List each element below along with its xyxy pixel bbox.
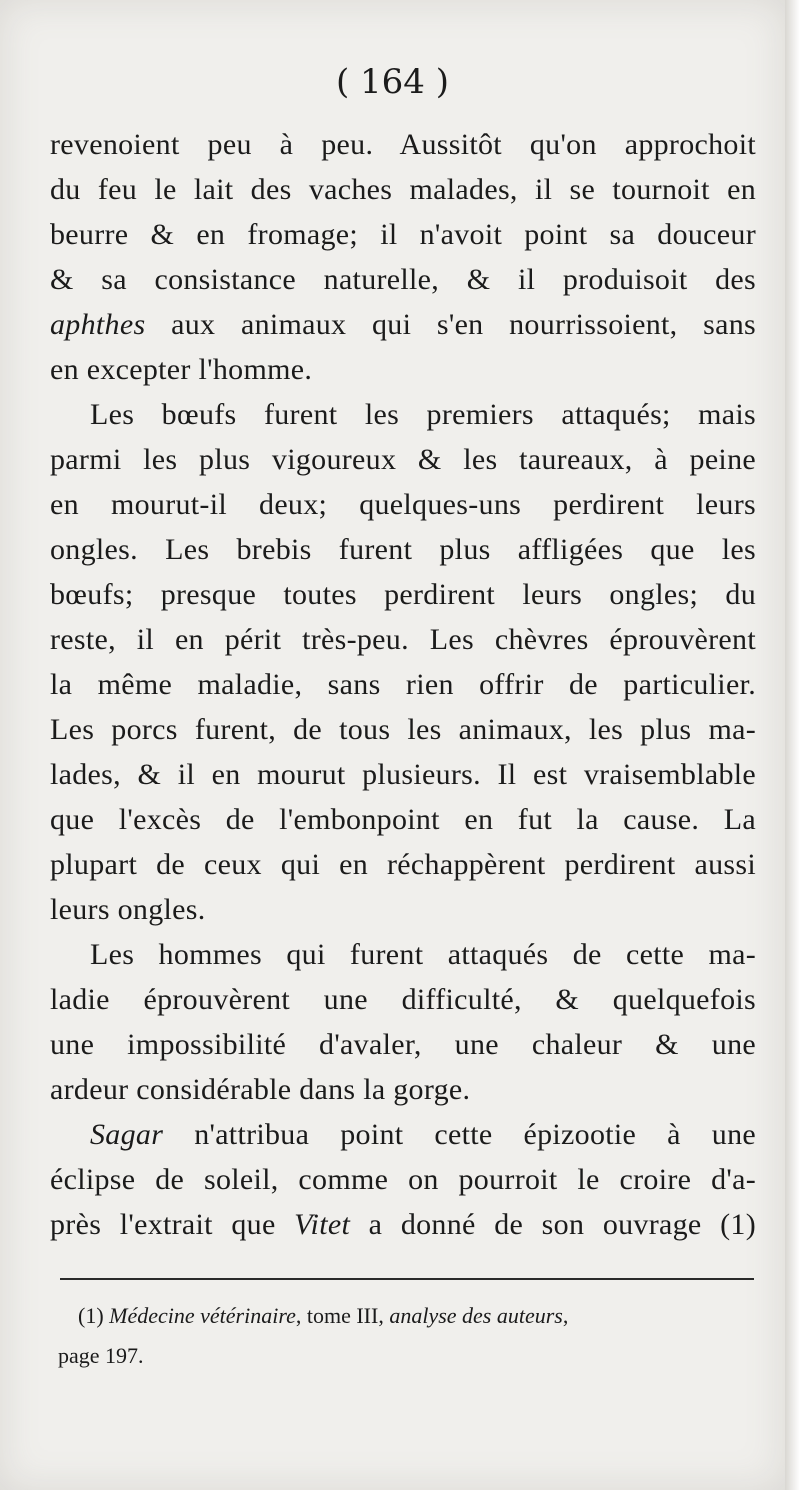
footnote-rule <box>60 1278 754 1280</box>
text-line: ongles. Les brebis furent plus affligées que les <box>50 533 756 566</box>
text-segment: près l'extrait que <box>50 1208 295 1241</box>
text-line: plupart de ceux qui en réchappèrent perdirent aussi <box>50 848 756 881</box>
text-line: bœufs; presque toutes perdirent leurs ongles; du <box>50 578 756 611</box>
text-line <box>50 1112 756 1157</box>
page-edge <box>785 0 800 1490</box>
text-line: reste, il en périt très-peu. Les chèvres éprouvèrent <box>50 623 756 656</box>
text-line <box>50 302 756 347</box>
text-line: la même maladie, sans rien offrir de particulier. <box>50 668 756 701</box>
text-line: en excepter l'homme. <box>50 353 313 386</box>
text-line: Les bœufs furent les premiers attaqués; mais <box>90 398 756 431</box>
italic-term: Sagar <box>90 1118 164 1151</box>
text-line: ladie éprouvèrent une difficulté, & quelquefois <box>50 983 756 1016</box>
footnote-source-title: Médecine vétérinaire <box>109 1303 296 1328</box>
footnote-line-1 <box>58 1296 756 1336</box>
text-line: revenoient peu à peu. Aussitôt qu'on approchoit <box>50 128 756 161</box>
footnote-page-ref: page 197. <box>58 1343 144 1368</box>
text-line: Les hommes qui furent attaqués de cette ma- <box>90 938 756 971</box>
footnote <box>58 1296 756 1376</box>
footnote-marker: (1) <box>78 1303 110 1328</box>
italic-term: aphthes <box>50 308 146 341</box>
text-segment: n'attribua point cette épizootie à une <box>163 1118 756 1151</box>
text-line: lades, & il en mourut plusieurs. Il est vraisemblable <box>50 758 756 791</box>
text-line: leurs ongles. <box>50 893 206 926</box>
footnote-volume: , tome III, <box>295 1303 390 1328</box>
body-text <box>50 122 756 1247</box>
text-line: en mourut-il deux; quelques-uns perdirent leurs <box>50 488 756 521</box>
text-line: du feu le lait des vaches malades, il se tournoit en <box>50 173 756 206</box>
text-line: que l'excès de l'embonpoint en fut la cause. La <box>50 803 756 836</box>
page-number: ( 164 ) <box>335 62 450 102</box>
text-line: Les porcs furent, de tous les animaux, les plus ma- <box>50 713 756 746</box>
text-line: éclipse de soleil, comme on pourroit le croire d'a- <box>50 1163 756 1196</box>
text-line: beurre & en fromage; il n'avoit point sa douceur <box>50 218 756 251</box>
text-segment: aux animaux qui s'en nourrissoient, sans <box>145 308 756 341</box>
footnote-tail: , <box>562 1303 569 1328</box>
footnote-section: analyse des auteurs <box>389 1303 563 1328</box>
text-line: & sa consistance naturelle, & il produisoit des <box>50 263 756 296</box>
text-line: parmi les plus vigoureux & les taureaux, à peine <box>50 443 756 476</box>
text-line <box>50 1202 756 1247</box>
text-line: ardeur considérable dans la gorge. <box>50 1073 471 1106</box>
text-segment: a donné de son ouvrage (1) <box>350 1208 756 1241</box>
text-line: une impossibilité d'avaler, une chaleur & une <box>50 1028 756 1061</box>
italic-term: Vitet <box>294 1208 351 1241</box>
